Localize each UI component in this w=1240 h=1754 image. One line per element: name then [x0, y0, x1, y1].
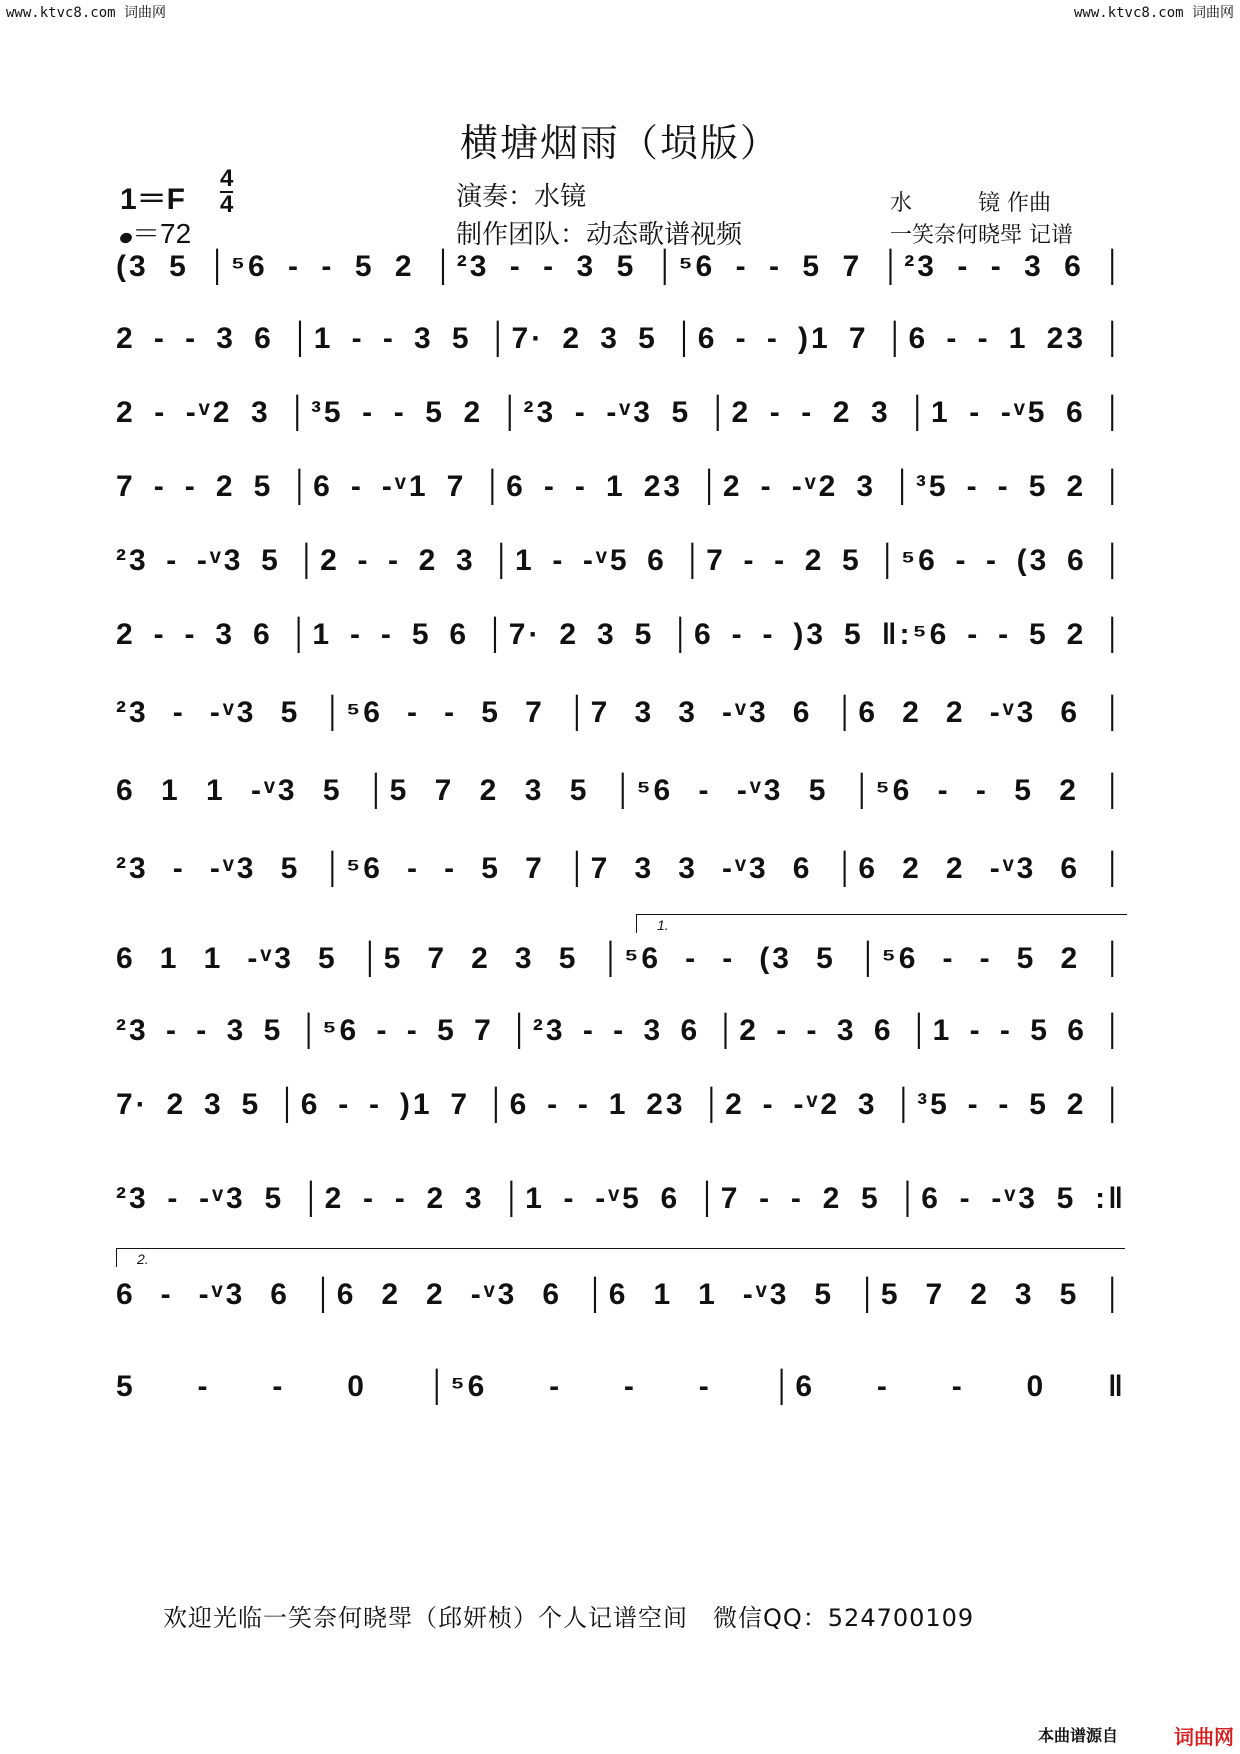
score-line-text: 6 - -ᵛ3 6 │6 2 2 -ᵛ3 6 │6 1 1 -ᵛ3 5 │5 7 2 3 5 │: [116, 1278, 1126, 1311]
score-line-text: 6 1 1 -ᵛ3 5 │5 7 2 3 5 │⁵6 - - (3 5 │⁵6 - - 5 2 │: [116, 942, 1126, 975]
tempo-value: ＝72: [132, 218, 192, 249]
site-logo: 词曲网: [1174, 1725, 1234, 1749]
composer: 水 镜 作曲: [890, 191, 1051, 216]
watermark-left: www.ktvc8.com 词曲网: [6, 5, 167, 21]
score-line: [116, 396, 1126, 446]
watermark-right: www.ktvc8.com 词曲网: [1073, 5, 1234, 21]
time-signature: [220, 165, 234, 218]
source-label: 本曲谱源自: [1037, 1726, 1118, 1745]
score-line-text: ²3 - -ᵛ3 5 │2 - - 2 3 │1 - -ᵛ5 6 │7 - - 2 5 │⁵6 - - (3 6 │: [116, 544, 1126, 577]
footer-credit: 欢迎光临一笑奈何晓斝（邱妍桢）个人记谱空间 微信QQ：524700109: [163, 1604, 975, 1632]
score-line-text: 7· 2 3 5 │6 - - )1 7 │6 - - 1 23 │2 - -ᵛ2 3 │³5 - - 5 2 │: [116, 1088, 1126, 1121]
score-line: [116, 696, 1126, 746]
volta-label-2: 2.: [137, 1251, 149, 1267]
score-line: [116, 1182, 1126, 1232]
volta-bracket-1: [636, 914, 1127, 933]
score-line: [116, 618, 1126, 668]
score-line: [116, 1014, 1126, 1064]
score-line: [116, 470, 1126, 520]
score-line-text: ²3 - -ᵛ3 5 │⁵6 - - 5 7 │7 3 3 -ᵛ3 6 │6 2 2 -ᵛ3 6 │: [116, 852, 1126, 885]
score-line: [116, 322, 1126, 372]
transcriber: 一笑奈何晓斝 记谱: [890, 223, 1073, 248]
score-line-text: ²3 - -ᵛ3 5 │⁵6 - - 5 7 │7 3 3 -ᵛ3 6 │6 2 2 -ᵛ3 6 │: [116, 696, 1126, 729]
score-line-text: 5 - - 0 │⁵6 - - - │6 - - 0 ‖: [116, 1370, 1126, 1403]
production-team: 制作团队：动态歌谱视频: [456, 220, 743, 250]
score-line: [116, 774, 1126, 824]
score-line: [116, 1370, 1126, 1420]
time-signature-bottom: 4: [220, 191, 234, 218]
tempo-marking: [120, 212, 191, 252]
song-title: 横塘烟雨（埙版）: [459, 121, 780, 165]
score-line-text: 2 - - 3 6 │1 - - 5 6 │7· 2 3 5 │6 - - )3 5 ‖:⁵6 - - 5 2 │: [116, 618, 1126, 651]
score-line: [116, 942, 1126, 992]
score-line-text: 2 - - 3 6 │1 - - 3 5 │7· 2 3 5 │6 - - )1 7 │6 - - 1 23 │: [116, 322, 1126, 355]
score-line: [116, 1088, 1126, 1138]
volta-label-1: 1.: [657, 917, 669, 933]
score-line-text: 6 1 1 -ᵛ3 5 │5 7 2 3 5 │⁵6 - -ᵛ3 5 │⁵6 - - 5 2 │: [116, 774, 1126, 807]
score-line-text: 2 - -ᵛ2 3 │³5 - - 5 2 │²3 - -ᵛ3 5 │2 - - 2 3 │1 - -ᵛ5 6 │: [116, 396, 1126, 429]
score-line-text: ²3 - -ᵛ3 5 │2 - - 2 3 │1 - -ᵛ5 6 │7 - - 2 5 │6 - -ᵛ3 5 :‖: [116, 1182, 1126, 1215]
score-line-text: 7 - - 2 5 │6 - -ᵛ1 7 │6 - - 1 23 │2 - -ᵛ2 3 │³5 - - 5 2 │: [116, 470, 1126, 503]
score-line-text: (3 5 │⁵6 - - 5 2 │²3 - - 3 5 │⁵6 - - 5 7 │²3 - - 3 6 │: [116, 250, 1126, 283]
score-line: [116, 1278, 1126, 1328]
performer: 演奏：水镜: [456, 182, 587, 212]
key-signature: 1＝F: [120, 183, 186, 216]
score-line: [116, 250, 1126, 300]
volta-bracket-2: [116, 1248, 1125, 1267]
score-line: [116, 544, 1126, 594]
score-line-text: ²3 - - 3 5 │⁵6 - - 5 7 │²3 - - 3 6 │2 - - 3 6 │1 - - 5 6 │: [116, 1014, 1126, 1047]
time-signature-top: 4: [220, 165, 234, 192]
score-line: [116, 852, 1126, 902]
